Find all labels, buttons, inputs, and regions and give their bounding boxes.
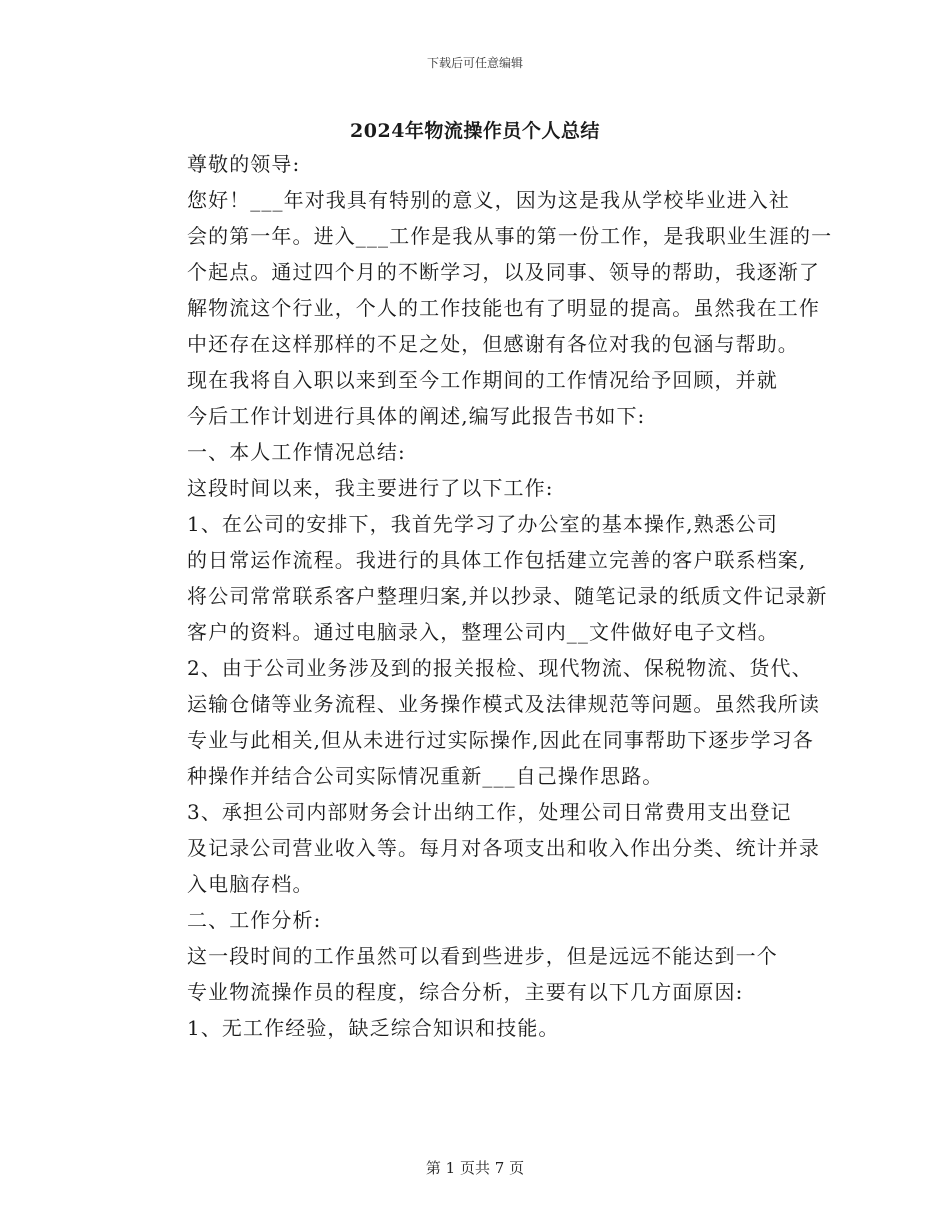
- text-line: 3、承担公司内部财务会计出纳工作，处理公司日常费用支出登记: [187, 800, 792, 824]
- text-line: 及记录公司营业收入等。每月对各项支出和收入作出分类、统计并录: [187, 836, 820, 860]
- work-item-1: [143, 506, 828, 650]
- salutation-paragraph: [143, 146, 823, 182]
- text-line: 二、工作分析:: [187, 908, 322, 932]
- section-heading-2: [143, 902, 823, 938]
- text-line: 中还存在这样那样的不足之处，但感谢有各位对我的包涵与帮助。: [187, 332, 799, 356]
- text-line: 入电脑存档。: [187, 872, 314, 896]
- work-item-2: [143, 650, 823, 794]
- text-line: 2、由于公司业务涉及到的报关报检、现代物流、保税物流、货代、: [187, 656, 813, 680]
- intro-paragraph: [143, 362, 823, 434]
- text-line: 客户的资料。通过电脑录入，整理公司内__文件做好电子文档。: [187, 620, 779, 644]
- work-item-3: [143, 794, 823, 902]
- text-line: 种操作并结合公司实际情况重新___自己操作思路。: [187, 764, 664, 788]
- text-line: 专业与此相关,但从未进行过实际操作,因此在同事帮助下逐步学习各: [187, 728, 814, 752]
- text-line: 今后工作计划进行具体的阐述,编写此报告书如下:: [187, 404, 646, 428]
- text-line: 个起点。通过四个月的不断学习，以及同事、领导的帮助，我逐渐了: [187, 260, 820, 284]
- analysis-paragraph: [143, 938, 823, 1010]
- document-title: 2024年物流操作员个人总结: [350, 120, 600, 142]
- text-line: 这段时间以来，我主要进行了以下工作:: [187, 476, 554, 500]
- document-body: [143, 146, 833, 1046]
- section-heading-1: [143, 434, 823, 470]
- text-line: 运输仓储等业务流程、业务操作模式及法律规范等问题。虽然我所读: [187, 692, 820, 716]
- text-line: 一、本人工作情况总结:: [187, 440, 406, 464]
- text-line: 会的第一年。进入___工作是我从事的第一份工作，是我职业生涯的一: [187, 224, 833, 248]
- text-line: 1、无工作经验，缺乏综合知识和技能。: [187, 1016, 560, 1040]
- text-line: 解物流这个行业，个人的工作技能也有了明显的提高。虽然我在工作: [187, 296, 820, 320]
- text-line: 1、在公司的安排下，我首先学习了办公室的基本操作,熟悉公司: [187, 512, 778, 536]
- section-1-lead: [143, 470, 823, 506]
- text-line: 这一段时间的工作虽然可以看到些进步，但是远远不能达到一个: [187, 944, 778, 968]
- greeting-paragraph: [143, 182, 833, 362]
- header-note: 下载后可任意编辑: [426, 56, 523, 70]
- analysis-item-1: [143, 1010, 823, 1046]
- text-line: 专业物流操作员的程度，综合分析，主要有以下几方面原因:: [187, 980, 744, 1004]
- text-line: 尊敬的领导:: [187, 152, 301, 176]
- text-line: 将公司常常联系客户整理归案,并以抄录、随笔记录的纸质文件记录新: [187, 584, 828, 608]
- text-line: 的日常运作流程。我进行的具体工作包括建立完善的客户联系档案,: [187, 548, 807, 572]
- text-line: 现在我将自入职以来到至今工作期间的工作情况给予回顾，并就: [187, 368, 778, 392]
- text-line: 您好！___年对我具有特别的意义，因为这是我从学校毕业进入社: [187, 188, 790, 212]
- page-number: 第 1 页共 7 页: [425, 1159, 525, 1177]
